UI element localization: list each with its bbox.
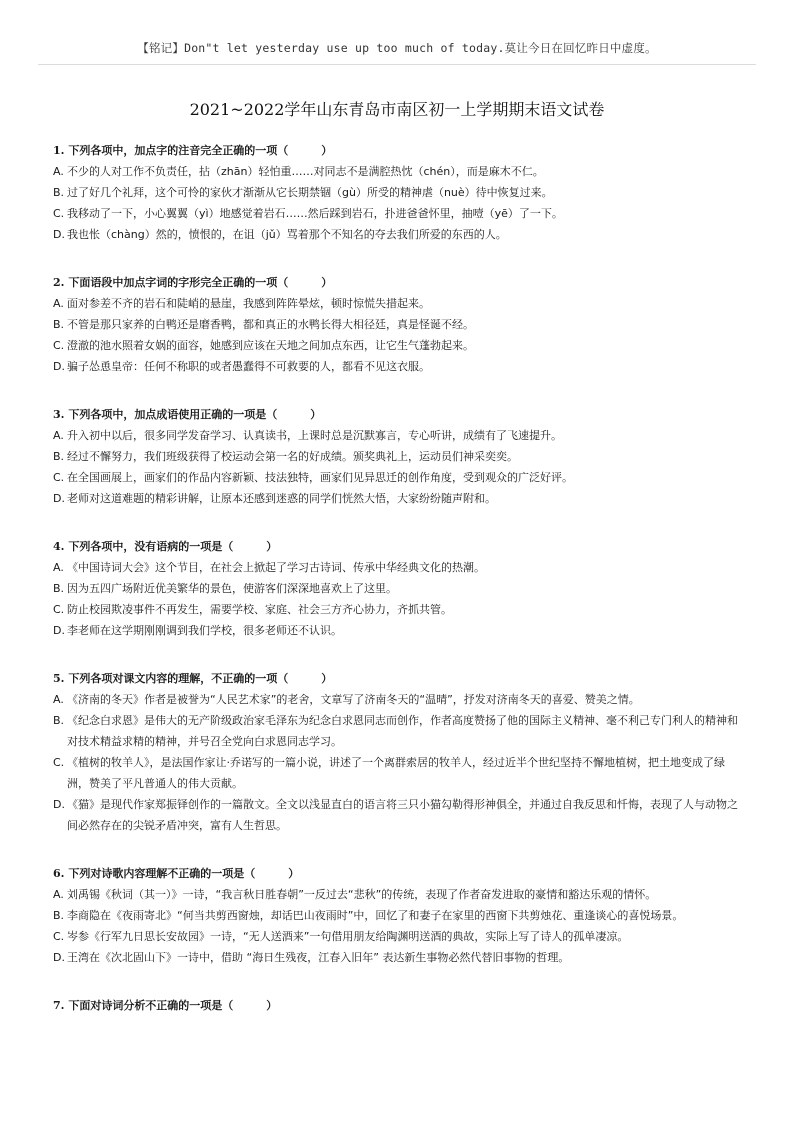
option-letter: D. <box>53 360 65 373</box>
option-a <box>53 557 743 578</box>
header-motto: 【铭记】Don"t let yesterday use up too much of today.莫让今日在回忆昨日中虚度。 <box>137 41 657 55</box>
question-list <box>53 140 743 1043</box>
option-letter: A. <box>53 561 64 574</box>
question-4 <box>53 536 743 641</box>
option-letter: C. <box>53 207 65 220</box>
question-stem: 2. 下面语段中加点字词的字形完全正确的一项（ ） <box>53 276 333 289</box>
option-text: 《纪念白求恩》是伟大的无产阶级政治家毛泽东为纪念白求恩同志而创作，作者高度赞扬了他的国际主义精神、毫不利己专门利人的精神和对技术精益求精的精神，并号召全党向白求恩同志学习。 <box>67 714 738 748</box>
option-d <box>53 356 743 377</box>
option-b <box>53 446 743 467</box>
option-letter: D. <box>53 492 65 505</box>
option-letter: B. <box>53 186 65 199</box>
option-text: 澄澈的池水照着女娲的面容，她感到应该在天地之间加点东西，让它生气蓬勃起来。 <box>67 339 474 352</box>
option-a <box>53 425 743 446</box>
option-text: 王湾在《次北固山下》一诗中，借助 “海日生残夜，江春入旧年” 表达新生事物必然代替旧事物的哲理。 <box>67 951 570 964</box>
option-text: 李商隐在《夜雨寄北》“何当共剪西窗烛，却话巴山夜雨时”中，回忆了和妻子在家里的西窗下共剪烛花、重逢谈心的喜悦场景。 <box>67 909 684 922</box>
option-letter: A. <box>53 165 64 178</box>
option-letter: D. <box>53 624 65 637</box>
option-letter: B. <box>53 582 65 595</box>
option-letter: B. <box>53 318 65 331</box>
option-letter: D. <box>53 951 65 964</box>
option-text: 老师对这道难题的精彩讲解，让原本还感到迷惑的同学们恍然大悟，大家纷纷随声附和。 <box>67 492 496 505</box>
question-stem: 7. 下面对诗词分析不正确的一项是（ ） <box>53 999 278 1012</box>
question-2 <box>53 272 743 377</box>
option-text: 经过不懈努力，我们班级获得了校运动会第一名的好成绩。颁奖典礼上，运动员们神采奕奕。 <box>67 450 518 463</box>
option-a <box>53 293 743 314</box>
option-letter: A. <box>53 429 64 442</box>
option-letter: D. <box>53 228 65 241</box>
option-a <box>53 161 743 182</box>
question-5 <box>53 668 743 836</box>
option-letter: A. <box>53 693 64 706</box>
question-stem: 5. 下列各项对课文内容的理解，不正确的一项（ ） <box>53 672 333 685</box>
option-text: 面对参差不齐的岩石和陡峭的悬崖，我感到阵阵晕炫，顿时惊慌失措起来。 <box>67 297 430 310</box>
option-c <box>53 467 743 488</box>
option-b <box>53 710 743 752</box>
option-text: 骗子怂恿皇帝：任何不称职的或者愚蠢得不可救要的人，都看不见这衣服。 <box>67 360 430 373</box>
option-d <box>53 488 743 509</box>
option-letter: C. <box>53 603 65 616</box>
option-letter: A. <box>53 888 64 901</box>
option-text: 刘禹锡《秋词（其一）》一诗，“我言秋日胜春朝”一反过去“悲秋”的传统，表现了作者奋发进取的豪情和豁达乐观的情怀。 <box>67 888 657 901</box>
question-stem: 3. 下列各项中，加点成语使用正确的一项是（ ） <box>53 408 322 421</box>
option-text: 李老师在这学期刚刚调到我们学校，很多老师还不认识。 <box>67 624 342 637</box>
option-text: 不管是那只家养的白鸭还是磨香鸭，都和真正的水鸭长得大相径廷，真是怪诞不经。 <box>67 318 474 331</box>
option-d <box>53 224 743 245</box>
option-d <box>53 794 743 836</box>
option-c <box>53 203 743 224</box>
option-text: 在全国画展上，画家们的作品内容新颖、技法独特，画家们见异思迁的创作角度，受到观众的广泛好评。 <box>67 471 573 484</box>
option-d <box>53 947 743 968</box>
header-divider <box>38 64 756 65</box>
option-text: 《猫》是现代作家郑振铎创作的一篇散文。全文以浅显直白的语言将三只小猫勾勒得形神俱全，并通过自我反思和忏悔，表现了人与动物之间必然存在的尖锐矛盾冲突，富有人生哲思。 <box>67 798 738 832</box>
option-c <box>53 752 743 794</box>
option-text: 我也怅（chàng）然的，愤恨的，在诅（jǔ）骂着那个不知名的夺去我们所爱的东西的人。 <box>67 228 507 241</box>
question-stem: 4. 下列各项中，没有语病的一项是（ ） <box>53 540 278 553</box>
option-b <box>53 182 743 203</box>
option-letter: C. <box>53 339 65 352</box>
option-text: 不少的人对工作不负责任，拈（zhān）轻怕重……对同志不是满腔热忱（chén），而是麻木不仁。 <box>67 165 544 178</box>
question-stem: 1. 下列各项中，加点字的注音完全正确的一项（ ） <box>53 144 333 157</box>
option-text: 岑参《行军九日思长安故园》一诗，“无人送酒来”一句借用朋友给陶渊明送酒的典故，实际上写了诗人的孤单凄凉。 <box>67 930 629 943</box>
option-a <box>53 884 743 905</box>
option-letter: D. <box>53 798 65 811</box>
question-1 <box>53 140 743 245</box>
option-letter: B. <box>53 909 65 922</box>
question-stem: 6. 下列对诗歌内容理解不正确的一项是（ ） <box>53 867 300 880</box>
option-b <box>53 314 743 335</box>
option-text: 防止校园欺凌事件不再发生，需要学校、家庭、社会三方齐心协力，齐抓共管。 <box>67 603 452 616</box>
option-letter: B. <box>53 450 65 463</box>
option-text: 《中国诗词大会》这个节目，在社会上掀起了学习古诗词、传承中华经典文化的热潮。 <box>67 561 485 574</box>
option-c <box>53 599 743 620</box>
question-6 <box>53 863 743 968</box>
question-7 <box>53 995 743 1016</box>
option-text: 《济南的冬天》作者是被誉为“人民艺术家”的老舍，文章写了济南冬天的“温晴”，抒发对济南冬天的喜爱、赞美之情。 <box>67 693 640 706</box>
option-text: 《植树的牧羊人》，是法国作家让·乔诺写的一篇小说，讲述了一个离群索居的牧羊人，经过近半个世纪坚持不懈地植树，把土地变成了绿洲，赞美了平凡普通人的伟大贡献。 <box>67 756 725 790</box>
option-text: 因为五四广场附近优美繁华的景色，使游客们深深地喜欢上了这里。 <box>67 582 397 595</box>
option-letter: C. <box>53 471 65 484</box>
option-text: 升入初中以后，很多同学发奋学习、认真读书，上课时总是沉默寡言，专心听讲，成绩有了飞速提升。 <box>67 429 562 442</box>
option-d <box>53 620 743 641</box>
option-letter: A. <box>53 297 64 310</box>
option-letter: C. <box>53 756 65 769</box>
option-letter: C. <box>53 930 65 943</box>
question-3 <box>53 404 743 509</box>
option-text: 我移动了一下，小心翼翼（yì）地感觉着岩石……然后踩到岩石，扑进爸爸怀里，抽噎（yē）了一下。 <box>67 207 563 220</box>
option-a <box>53 689 743 710</box>
option-c <box>53 335 743 356</box>
option-c <box>53 926 743 947</box>
option-b <box>53 578 743 599</box>
option-text: 过了好几个礼拜，这个可怜的家伙才渐渐从它长期禁锢（gù）所受的精神虐（nuè）待中恢复过来。 <box>67 186 553 199</box>
option-b <box>53 905 743 926</box>
option-letter: B. <box>53 714 65 727</box>
page-title: 2021~2022学年山东青岛市南区初一上学期期末语文试卷 <box>189 100 605 119</box>
